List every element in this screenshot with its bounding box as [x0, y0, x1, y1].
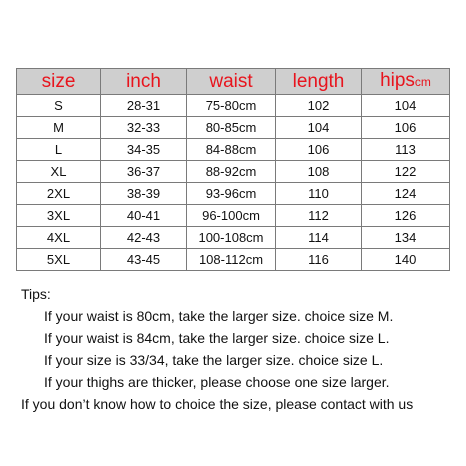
cell-hips: 104: [362, 95, 450, 117]
tip-contact-line: If you don’t know how to choice the size, please contact with us: [21, 396, 414, 412]
cell-hips: 122: [362, 161, 450, 183]
cell-length: 102: [276, 95, 362, 117]
header-hips-label: hips: [380, 70, 415, 91]
header-size: size: [17, 69, 101, 95]
cell-inch: 42-43: [101, 227, 187, 249]
header-hips-unit: cm: [414, 75, 431, 89]
cell-waist: 93-96cm: [187, 183, 276, 205]
table-row: [17, 183, 450, 205]
table-row: [17, 117, 450, 139]
cell-inch: 32-33: [101, 117, 187, 139]
cell-length: 106: [276, 139, 362, 161]
table-row: [17, 161, 450, 183]
cell-waist: 84-88cm: [187, 139, 276, 161]
cell-size: 5XL: [17, 249, 101, 271]
tips-section: [0, 283, 466, 415]
cell-length: 110: [276, 183, 362, 205]
cell-hips: 113: [362, 139, 450, 161]
cell-inch: 34-35: [101, 139, 187, 161]
cell-length: 116: [276, 249, 362, 271]
table-row: [17, 139, 450, 161]
cell-hips: 124: [362, 183, 450, 205]
cell-waist: 100-108cm: [187, 227, 276, 249]
cell-inch: 28-31: [101, 95, 187, 117]
header-inch: inch: [101, 69, 187, 95]
cell-hips: 126: [362, 205, 450, 227]
cell-inch: 43-45: [101, 249, 187, 271]
tips-title: Tips:: [21, 286, 51, 302]
cell-size: XL: [17, 161, 101, 183]
header-length: length: [276, 69, 362, 95]
table-row: [17, 227, 450, 249]
header-hips: [362, 69, 450, 95]
cell-size: M: [17, 117, 101, 139]
table-row: [17, 95, 450, 117]
cell-length: 108: [276, 161, 362, 183]
tip-line: If your waist is 84cm, take the larger size. choice size L.: [44, 330, 390, 346]
cell-size: 3XL: [17, 205, 101, 227]
cell-waist: 108-112cm: [187, 249, 276, 271]
cell-waist: 96-100cm: [187, 205, 276, 227]
tip-line: If your thighs are thicker, please choose one size larger.: [44, 374, 390, 390]
cell-waist: 88-92cm: [187, 161, 276, 183]
cell-inch: 40-41: [101, 205, 187, 227]
cell-length: 114: [276, 227, 362, 249]
table-row: [17, 205, 450, 227]
cell-hips: 106: [362, 117, 450, 139]
cell-waist: 80-85cm: [187, 117, 276, 139]
cell-inch: 36-37: [101, 161, 187, 183]
cell-size: 4XL: [17, 227, 101, 249]
size-chart-table: [16, 68, 450, 271]
cell-waist: 75-80cm: [187, 95, 276, 117]
cell-size: S: [17, 95, 101, 117]
cell-length: 112: [276, 205, 362, 227]
cell-size: L: [17, 139, 101, 161]
table-row: [17, 249, 450, 271]
size-chart-header-row: [17, 69, 450, 95]
cell-hips: 140: [362, 249, 450, 271]
cell-length: 104: [276, 117, 362, 139]
header-waist: waist: [187, 69, 276, 95]
cell-inch: 38-39: [101, 183, 187, 205]
tip-line: If your size is 33/34, take the larger size. choice size L.: [44, 352, 384, 368]
cell-size: 2XL: [17, 183, 101, 205]
tip-line: If your waist is 80cm, take the larger size. choice size M.: [44, 308, 394, 324]
cell-hips: 134: [362, 227, 450, 249]
